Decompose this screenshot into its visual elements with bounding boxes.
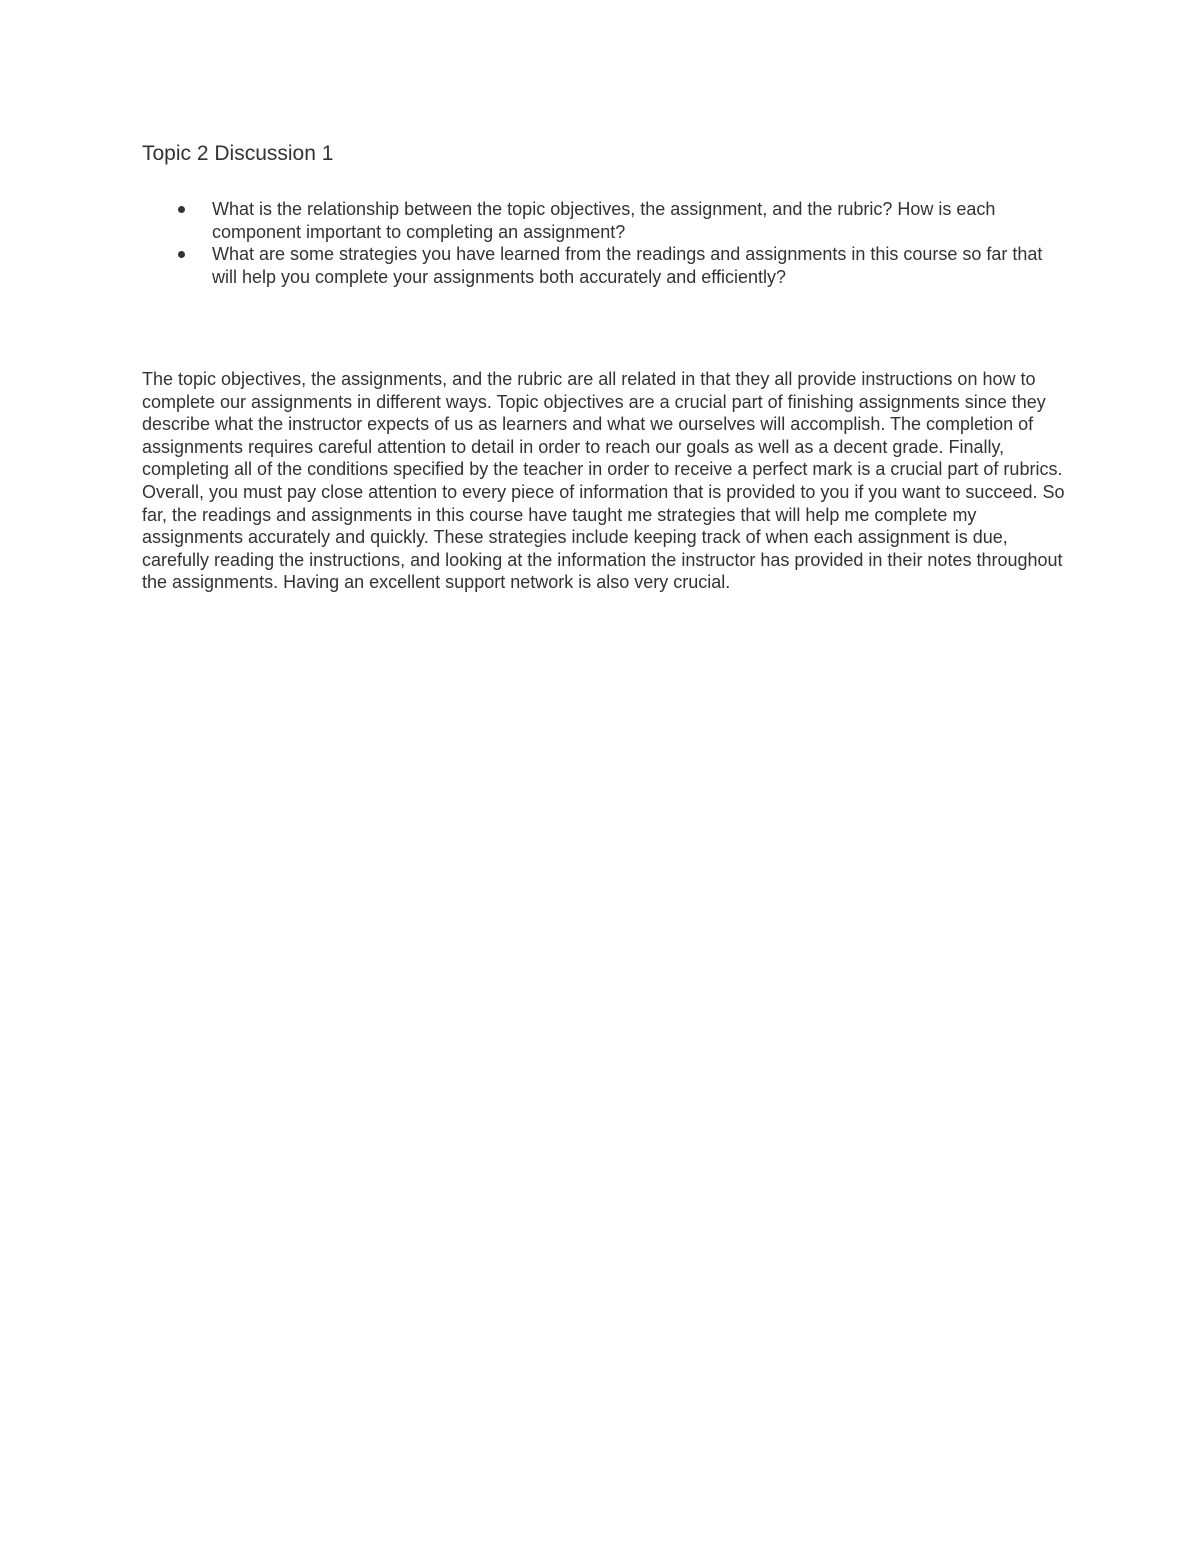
question-text: What are some strategies you have learned from the readings and assignments in this course so far that will help you complete your assignments both accurately and efficiently?	[212, 244, 1043, 287]
bullet-icon	[178, 206, 185, 213]
list-item	[142, 198, 1072, 243]
question-list	[142, 198, 1072, 288]
bullet-icon	[178, 251, 185, 258]
list-item	[142, 243, 1072, 288]
question-text: What is the relationship between the topic objectives, the assignment, and the rubric? How is each component important to completing an assignment?	[212, 199, 996, 242]
answer-paragraph: The topic objectives, the assignments, and the rubric are all related in that they all provide instructions on how to complete our assignments in different ways. Topic objectives are a crucial part of finishing assignments since they describe what the instructor expects of us as learners and what we ourselves will accomplish. The completion of assignments requires careful attention to detail in order to reach our goals as well as a decent grade. Finally, completing all of the conditions specified by the teacher in order to receive a perfect mark is a crucial part of rubrics. Overall, you must pay close attention to every piece of information that is provided to you if you want to succeed. So far, the readings and assignments in this course have taught me strategies that will help me complete my assignments accurately and quickly. These strategies include keeping track of when each assignment is due, carefully reading the instructions, and looking at the information the instructor has provided in their notes throughout the assignments. Having an excellent support network is also very crucial.	[142, 369, 1065, 593]
document-title: Topic 2 Discussion 1	[142, 142, 334, 165]
